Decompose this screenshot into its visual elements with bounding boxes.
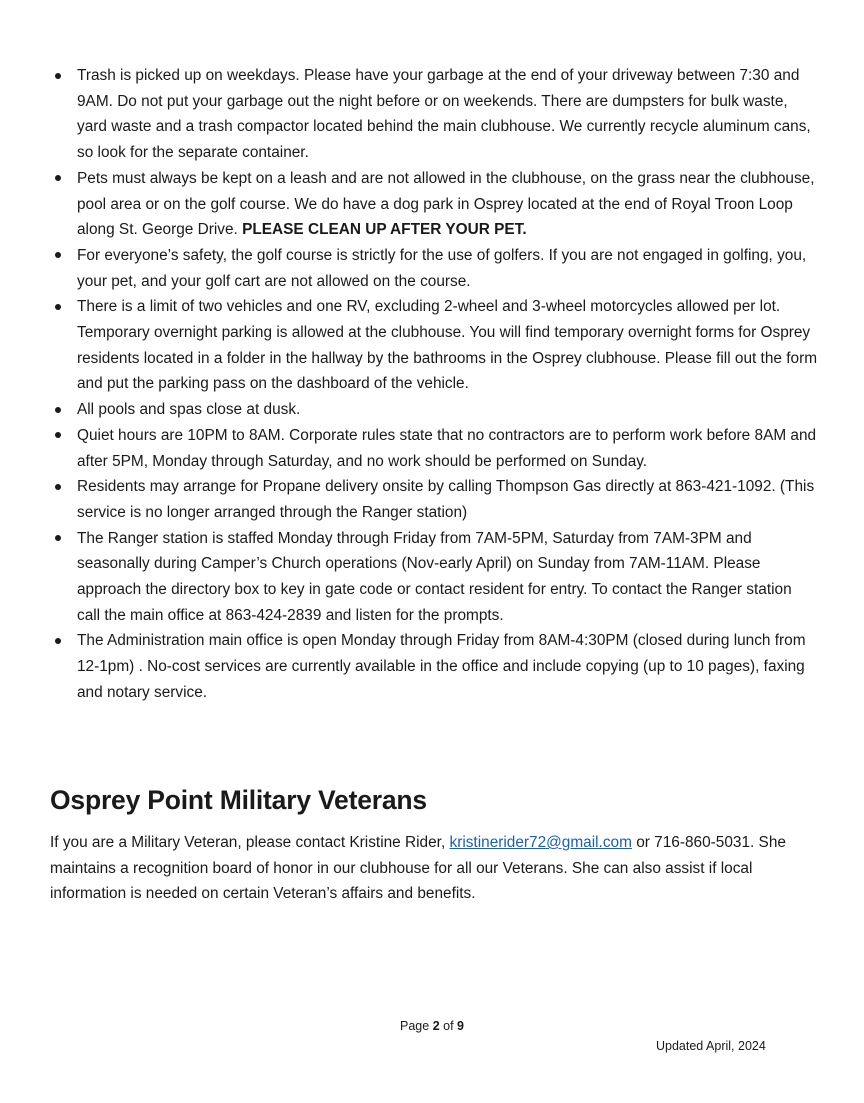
bullet-text: Quiet hours are 10PM to 8AM. Corporate rules state that no contractors are to perform work before 8AM and after 5PM, Monday through Saturday, and no work should be performed on Sunday. <box>77 426 817 470</box>
veterans-paragraph <box>50 830 820 907</box>
page-number <box>0 1019 864 1033</box>
bullet-icon <box>55 484 61 490</box>
bullet-text: The Administration main office is open Monday through Friday from 8AM-4:30PM (closed during lunch from 12-1pm) . No-cost services are currently available in the office and include copying (up to 10 pages), faxing and notary service. <box>77 632 806 701</box>
page-of: of <box>439 1019 458 1033</box>
list-item <box>48 63 818 166</box>
bullet-text: The Ranger station is staffed Monday through Friday from 7AM-5PM, Saturday from 7AM-3PM and seasonally during Camper’s Church operations (Nov-early April) on Sunday from 7AM-11AM. Please approach the directory box to key in gate code or contact resident for entry. To contact the Ranger station call the main office at 863-424-2839 and listen for the prompts. <box>77 529 792 624</box>
bullet-text: For everyone’s safety, the golf course is strictly for the use of golfers. If you are not engaged in golfing, you, your pet, and your golf cart are not allowed on the course. <box>77 246 807 290</box>
bullet-icon <box>55 432 61 438</box>
bullet-icon <box>55 535 61 541</box>
bullet-icon <box>55 304 61 310</box>
bullet-icon <box>55 638 61 644</box>
veterans-text-before: If you are a Military Veteran, please contact Kristine Rider, <box>50 834 450 851</box>
list-item <box>48 474 818 525</box>
bullet-text: Residents may arrange for Propane delivery onsite by calling Thompson Gas directly at 863-421-1092. (This service is no longer arranged through the Ranger station) <box>77 478 815 521</box>
bullet-text <box>77 166 818 243</box>
bullet-icon <box>55 73 61 79</box>
list-item <box>48 397 818 423</box>
list-item <box>48 628 818 705</box>
page-prefix: Page <box>400 1019 433 1033</box>
list-item <box>48 423 818 474</box>
list-item <box>48 294 818 397</box>
bullet-text: There is a limit of two vehicles and one RV, excluding 2-wheel and 3-wheel motorcycles allowed per lot. Temporary overnight parking is allowed at the clubhouse. You will find temporary overnight forms for Osprey residents located in a folder in the hallway by the bathrooms in the Osprey clubhouse. Please fill out the form and put the parking pass on the dashboard of the vehicle. <box>77 298 818 393</box>
bullet-text-plain: Pets must always be kept on a leash and are not allowed in the clubhouse, on the grass near the clubhouse, pool area or on the golf course. We do have a dog park in Osprey located at the end of Royal Troon Loop along St. George Drive. <box>77 169 815 239</box>
list-item <box>48 166 818 243</box>
bullet-icon <box>55 407 61 413</box>
bullet-text-bold: PLEASE CLEAN UP AFTER YOUR PET. <box>242 221 527 239</box>
bullet-text: All pools and spas close at dusk. <box>77 401 301 419</box>
bullet-icon <box>55 175 61 181</box>
updated-date: Updated April, 2024 <box>656 1039 766 1053</box>
veterans-heading: Osprey Point Military Veterans <box>50 785 427 815</box>
email-link[interactable]: kristinerider72@gmail.com <box>449 834 632 851</box>
page-total: 9 <box>457 1019 464 1033</box>
bullet-text: Trash is picked up on weekdays. Please have your garbage at the end of your driveway between 7:30 and 9AM. Do not put your garbage out the night before or on weekends. There are dumpsters for bulk waste, yard waste and a trash compactor located behind the main clubhouse. We currently recycle aluminum cans, so look for the separate container. <box>77 67 811 162</box>
list-item <box>48 243 818 294</box>
veterans-text-after: or 716-860-5031. She maintains a recognition board of honor in our clubhouse for all our Veterans. She can also assist if local information is needed on certain Veteran’s affairs and benefits. <box>50 834 786 903</box>
list-item <box>48 526 818 629</box>
community-rules-list <box>48 63 818 706</box>
page-current: 2 <box>432 1019 440 1033</box>
bullet-icon <box>55 252 61 258</box>
